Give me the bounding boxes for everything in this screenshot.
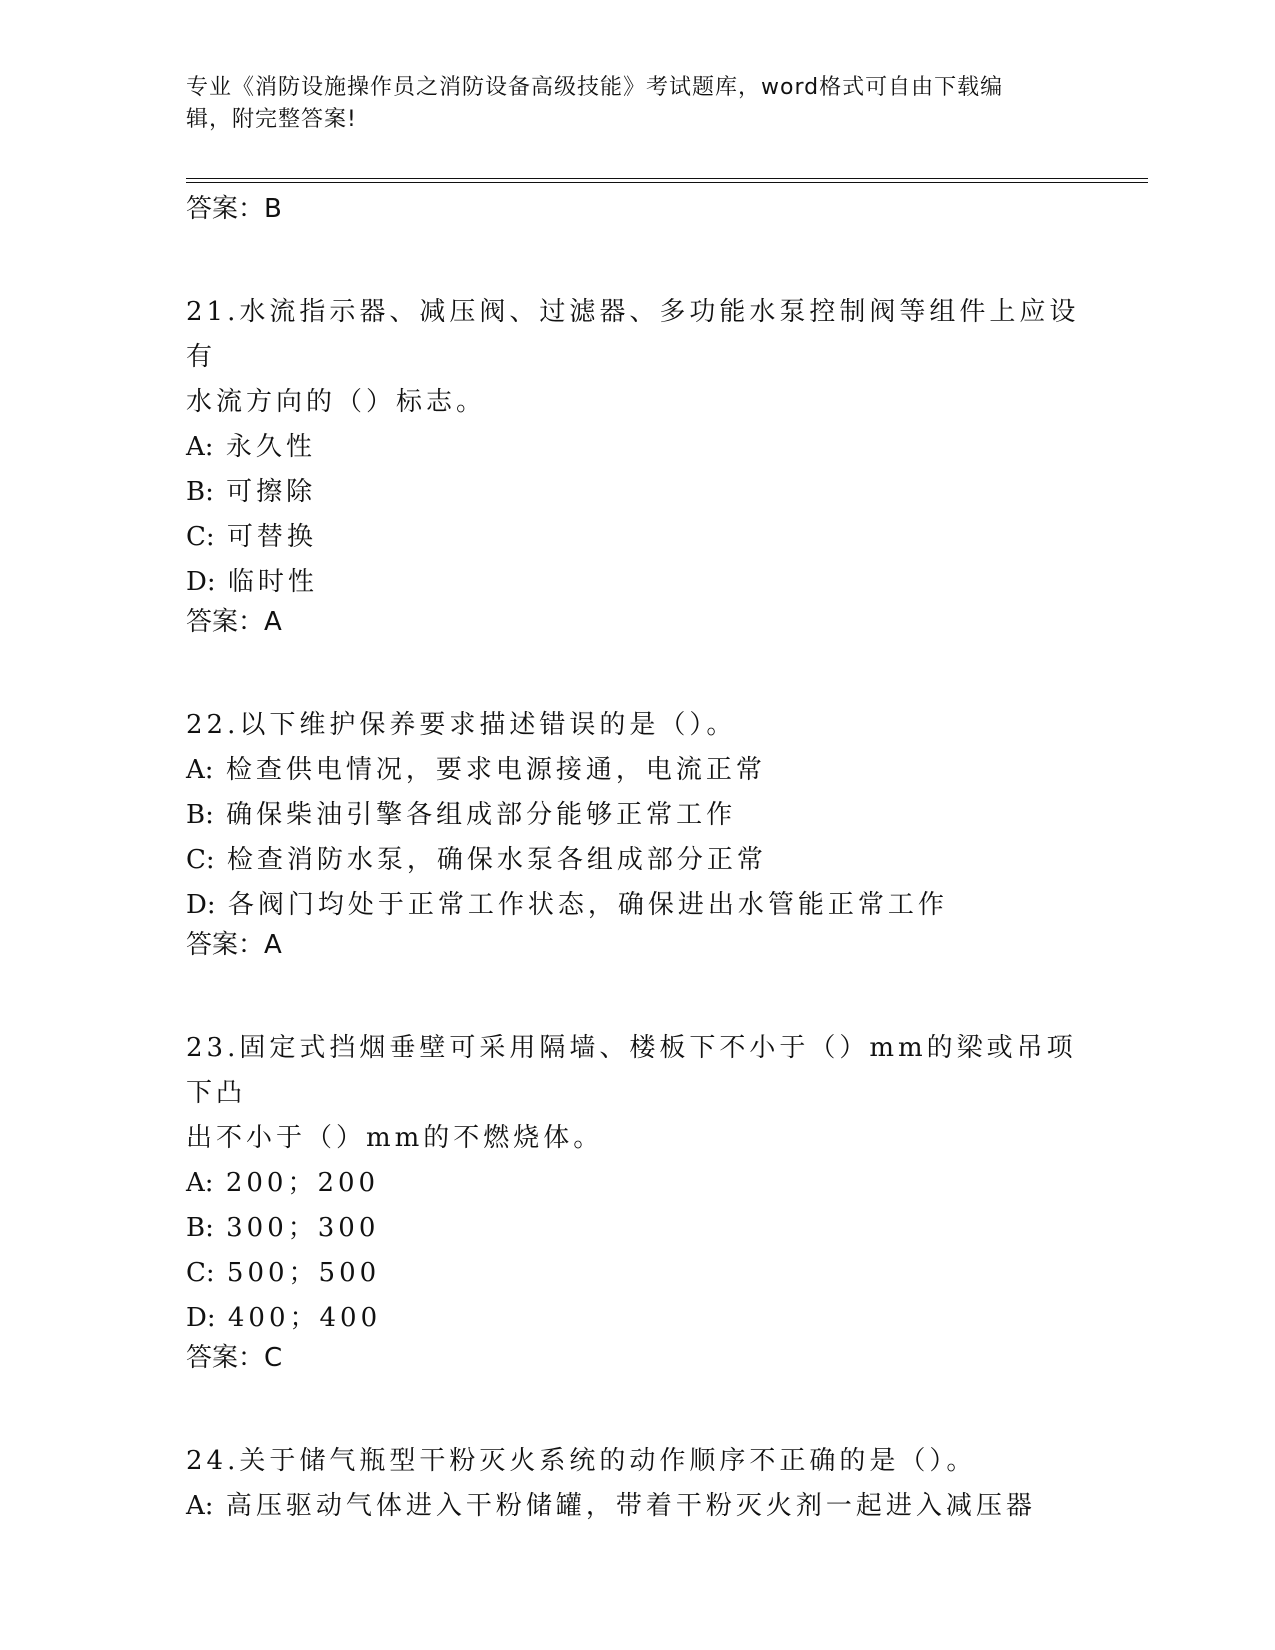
header-line-2: 辑，附完整答案! (186, 107, 357, 132)
question-23 (186, 1026, 1086, 1375)
option-a: A: 高压驱动气体进入干粉储罐，带着干粉灭火剂一起进入减压器 (186, 1491, 1036, 1521)
option-d: D: 400；400 (186, 1303, 382, 1333)
option-b: B: 300；300 (186, 1213, 380, 1243)
option-a: A: 200；200 (186, 1168, 380, 1198)
option-b: B: 确保柴油引擎各组成部分能够正常工作 (186, 800, 737, 830)
question-text-line: 21.水流指示器、减压阀、过滤器、多功能水泵控制阀等组件上应设有 (186, 297, 1080, 372)
option-c: C: 500；500 (186, 1258, 381, 1288)
question-text-line: 水流方向的（）标志。 (186, 387, 487, 417)
answer: 答案：A (186, 607, 282, 637)
question-text-line: 出不小于（）mm的不燃烧体。 (186, 1123, 604, 1153)
option-c: C: 可替换 (186, 522, 317, 552)
question-22 (186, 703, 1086, 962)
header-line-1: 专业《消防设施操作员之消防设备高级技能》考试题库，word格式可自由下载编 (186, 75, 1004, 100)
option-b: B: 可擦除 (186, 477, 317, 507)
question-24 (186, 1439, 1086, 1529)
question-text-line: 22.以下维护保养要求描述错误的是（）。 (186, 710, 737, 740)
document-header (186, 72, 1076, 136)
header-divider-top (186, 178, 1148, 179)
option-a: A: 检查供电情况，要求电源接通，电流正常 (186, 755, 766, 785)
header-divider-bottom (186, 182, 1148, 183)
answer: 答案：A (186, 930, 282, 960)
option-d: D: 临时性 (186, 567, 318, 597)
question-list (186, 192, 1086, 1529)
option-d: D: 各阀门均处于正常工作状态，确保进出水管能正常工作 (186, 890, 948, 920)
question-text-line: 24.关于储气瓶型干粉灭火系统的动作顺序不正确的是（）。 (186, 1446, 977, 1476)
question-21 (186, 290, 1086, 639)
previous-answer: 答案：B (186, 194, 282, 224)
question-text-line: 23.固定式挡烟垂壁可采用隔墙、楼板下不小于（）mm的梁或吊项下凸 (186, 1033, 1077, 1108)
answer: 答案：C (186, 1343, 283, 1373)
option-a: A: 永久性 (186, 432, 316, 462)
option-c: C: 检查消防水泵，确保水泵各组成部分正常 (186, 845, 767, 875)
